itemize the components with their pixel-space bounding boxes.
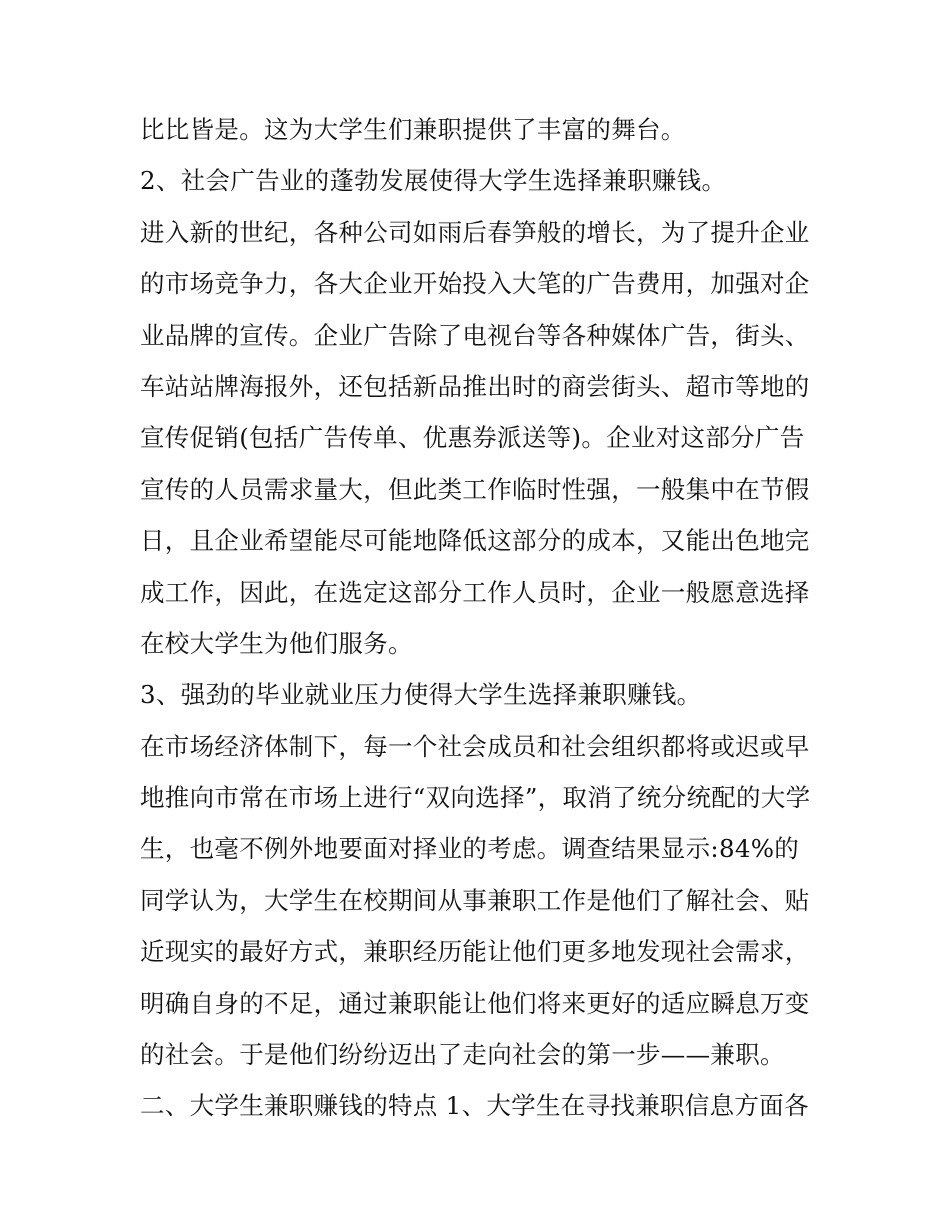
text-line: 的市场竞争力，各大企业开始投入大笔的广告费用，加强对企 bbox=[140, 269, 810, 299]
text-line: 近现实的最好方式，兼职经历能让他们更多地发现社会需求， bbox=[140, 937, 810, 967]
text-line: 同学认为，大学生在校期间从事兼职工作是他们了解社会、贴 bbox=[140, 885, 810, 915]
section-heading: 2、社会广告业的蓬勃发展使得大学生选择兼职赚钱。 bbox=[140, 166, 727, 196]
text-line: 车站站牌海报外，还包括新品推出时的商尝街头、超市等地的 bbox=[140, 371, 810, 401]
section-heading: 二、大学生兼职赚钱的特点 1、大学生在寻找兼职信息方面各 bbox=[140, 1091, 809, 1121]
text-line: 的社会。于是他们纷纷迈出了走向社会的第一步——兼职。 bbox=[140, 1040, 785, 1070]
body-text bbox=[140, 104, 820, 1132]
text-line: 生，也毫不例外地要面对择业的考虑。调查结果显示:84%的 bbox=[140, 834, 800, 864]
text-line: 宣传促销(包括广告传单、优惠券派送等)。企业对这部分广告 bbox=[140, 423, 805, 453]
text-line: 明确自身的不足，通过兼职能让他们将来更好的适应瞬息万变 bbox=[140, 988, 810, 1018]
text-line: 日，且企业希望能尽可能地降低这部分的成本，又能出色地完 bbox=[140, 526, 810, 556]
section-heading: 3、强劲的毕业就业压力使得大学生选择兼职赚钱。 bbox=[140, 680, 702, 710]
text-line: 宣传的人员需求量大，但此类工作临时性强，一般集中在节假 bbox=[140, 474, 810, 504]
text-line: 在市场经济体制下，每一个社会成员和社会组织都将或迟或早 bbox=[140, 731, 810, 761]
text-line: 在校大学生为他们服务。 bbox=[140, 628, 413, 658]
text-line: 地推向市常在市场上进行“双向选择”，取消了统分统配的大学 bbox=[140, 783, 811, 813]
text-line: 进入新的世纪，各种公司如雨后春笋般的增长，为了提升企业 bbox=[140, 217, 810, 247]
text-line: 业品牌的宣传。企业广告除了电视台等各种媒体广告，街头、 bbox=[140, 320, 810, 350]
text-line: 成工作，因此，在选定这部分工作人员时，企业一般愿意选择 bbox=[140, 577, 810, 607]
text-line: 比比皆是。这为大学生们兼职提供了丰富的舞台。 bbox=[140, 115, 686, 144]
